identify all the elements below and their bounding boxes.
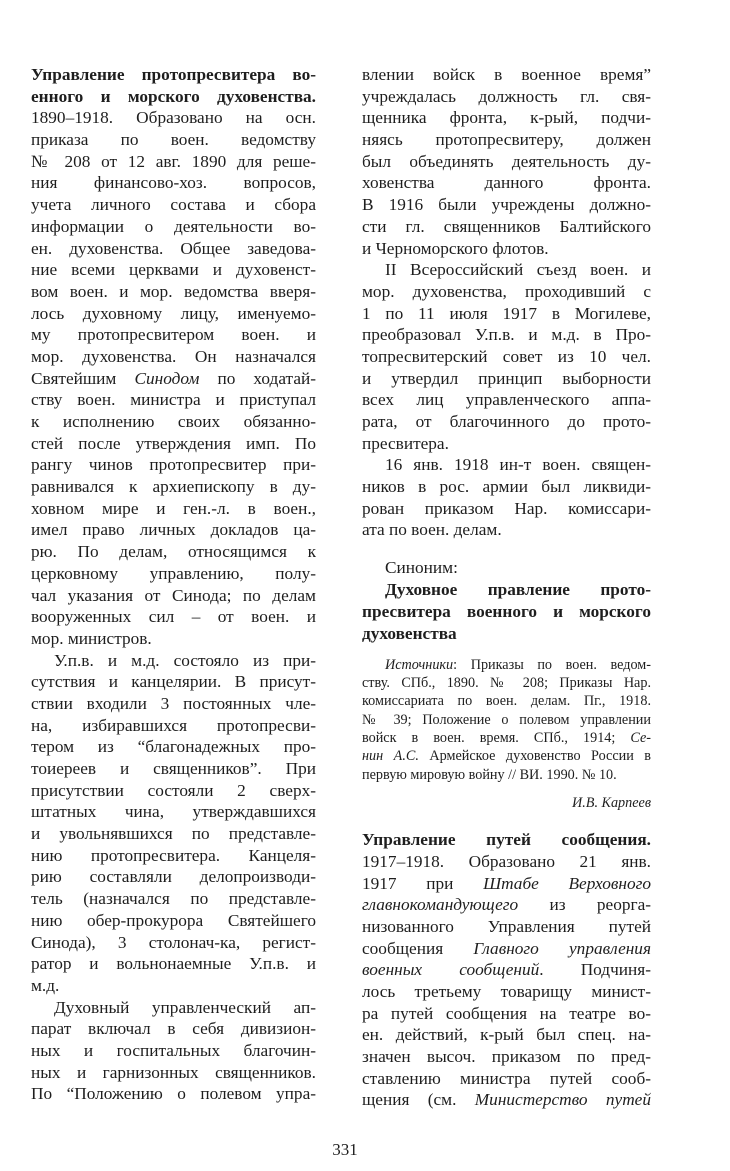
- text-line: [31, 932, 316, 954]
- text-line: [31, 411, 316, 433]
- text-line: [362, 64, 651, 86]
- text: № 39; Положение о полевом управлении: [362, 711, 651, 728]
- text: ствии входили 3 постоянных чле-: [31, 693, 316, 713]
- text: преобразовал У.п.в. и м.д. в Про-: [362, 325, 651, 345]
- right-column: [362, 64, 651, 1111]
- text: 1917–1918. Образовано 21 янв.: [362, 851, 651, 871]
- entry-transport-administration: [362, 829, 651, 1111]
- text-line: [362, 368, 651, 390]
- text: сутствия и канцелярии. В присут-: [31, 672, 316, 692]
- page-number: 331: [332, 1140, 358, 1159]
- text: рата, от благочинного до прото-: [362, 412, 651, 431]
- text-line: [362, 107, 651, 129]
- text-line: [31, 389, 316, 411]
- text-line: [31, 281, 316, 303]
- text: Духовный управленческий ап-: [54, 997, 316, 1017]
- text: из реорга-: [518, 895, 651, 915]
- text-line: [31, 888, 316, 910]
- text-line: [31, 606, 316, 628]
- text-line: [31, 238, 316, 260]
- text-line: [31, 216, 316, 238]
- text: ховенства данного фронта.: [362, 173, 651, 193]
- text-line: [31, 1040, 316, 1062]
- text: чал указания от Синода; по делам: [31, 585, 316, 605]
- bold-text: Управление протопресвитера во-: [31, 65, 316, 84]
- text: лось третьему товарищу минист-: [362, 982, 651, 1001]
- text-line: [362, 476, 651, 498]
- text: и утвердил принцип выборности: [362, 368, 651, 388]
- text: учреждалась должность гл. свя-: [362, 86, 651, 106]
- text: ников в рос. армии был ликвиди-: [362, 477, 651, 497]
- text: нию протопресвитера. Канцеля-: [31, 845, 316, 865]
- text: тель (назначался по представле-: [31, 889, 316, 909]
- text: мор. духовенства. Он назначался: [31, 346, 316, 366]
- text: по ходатай-: [199, 368, 316, 388]
- text: учета личного состава и сбора: [31, 195, 316, 215]
- text-line: [31, 1018, 316, 1040]
- text-line: [362, 981, 651, 1003]
- text: ству воен. министра и приступал: [31, 390, 316, 410]
- text-line: [362, 259, 651, 281]
- text-line: [31, 736, 316, 758]
- text-line: [362, 389, 651, 411]
- text: ству. СПб., 1890. № 208; Приказы Нар.: [362, 675, 651, 692]
- paragraph: [31, 64, 316, 650]
- text: вом воен. и мор. ведомства вверя-: [31, 281, 316, 301]
- text: присутствии состояли 2 сверх-: [31, 780, 316, 800]
- text: 16 янв. 1918 ин-т воен. священ-: [385, 455, 651, 475]
- text: м.д.: [31, 975, 60, 995]
- text: ен. духовенства. Общее заведова-: [31, 238, 316, 258]
- paragraph: [362, 64, 651, 259]
- text-line: [362, 519, 651, 541]
- text-line: [362, 873, 651, 895]
- text-line: [362, 454, 651, 476]
- text: значен высоч. приказом по пред-: [362, 1047, 651, 1067]
- text-line: [31, 498, 316, 520]
- text: Синода), 3 столонач-ка, регист-: [31, 932, 316, 952]
- text: вооруженных сил – от воен. и: [31, 607, 316, 627]
- text: 1917 при: [362, 873, 484, 893]
- text-line: [31, 368, 316, 390]
- text-line: [31, 953, 316, 975]
- text: ра путей сообщения на театре во-: [362, 1003, 651, 1023]
- text-line: [362, 916, 651, 938]
- text-line: [362, 194, 651, 216]
- text-line: [31, 433, 316, 455]
- text: был объединять деятельность ду-: [362, 151, 651, 171]
- sources-block: [362, 656, 651, 784]
- text-line: [31, 715, 316, 737]
- paragraph: [362, 454, 651, 541]
- synonym-label-text: Синоним:: [385, 558, 458, 578]
- text-line: [31, 845, 316, 867]
- synonym-label: [362, 557, 651, 579]
- text-line: [31, 476, 316, 498]
- left-column: [31, 64, 316, 1105]
- text: войск в воен. время. СПб., 1914;: [362, 730, 631, 746]
- text: Святейшим: [31, 368, 135, 388]
- text-line: [362, 692, 651, 710]
- text-line: [362, 151, 651, 173]
- text-line: [362, 172, 651, 194]
- text: пресвитера.: [362, 433, 449, 453]
- text-line: [362, 894, 651, 916]
- text: церковному управлению, полу-: [31, 563, 316, 583]
- text: По “Положению о полевом упра-: [31, 1084, 316, 1104]
- text-line: [362, 1068, 651, 1090]
- synonym-term: [362, 579, 651, 645]
- text-line: [31, 86, 316, 108]
- text: У.п.в. и м.д. состояло из при-: [54, 650, 316, 670]
- text: ние всеми церквами и духовенст-: [31, 260, 316, 280]
- text-line: [362, 674, 651, 692]
- text: рангу чинов протопресвитер при-: [31, 455, 316, 475]
- text: приказа по воен. ведомству: [31, 130, 316, 150]
- text-line: [362, 498, 651, 520]
- text: мор. министров.: [31, 628, 152, 648]
- text: имел право личных докладов ца-: [31, 520, 316, 540]
- text-line: [362, 601, 651, 623]
- text-line: [31, 563, 316, 585]
- text-line: [362, 1024, 651, 1046]
- text-line: [31, 194, 316, 216]
- text-line: [362, 959, 651, 981]
- text: штатных чина, утверждавшихся: [31, 802, 316, 822]
- right-paragraphs: [362, 64, 651, 541]
- text-line: [31, 107, 316, 129]
- text: стей после утверждения имп. По: [31, 433, 316, 453]
- bold-text: Духовное правление прото-: [385, 579, 651, 599]
- text: мор. духовенства, проходивший с: [362, 281, 651, 301]
- text-line: [362, 851, 651, 873]
- text: и увольнявшихся по представле-: [31, 824, 316, 844]
- text: 1890–1918. Образовано на осн.: [31, 108, 316, 128]
- text-line: [31, 1083, 316, 1105]
- italic-text: Синодом: [134, 368, 200, 388]
- text: нию обер-прокурора Святейшего: [31, 910, 316, 930]
- text-line: [362, 711, 651, 729]
- paragraph: [362, 259, 651, 454]
- text-line: [31, 780, 316, 802]
- italic-text: Се-: [630, 730, 651, 746]
- text: щенника фронта, к-рый, подчи-: [362, 108, 651, 128]
- text-line: [362, 324, 651, 346]
- text: топресвитерский совет из 10 чел.: [362, 346, 651, 366]
- text-line: [31, 324, 316, 346]
- italic-text: Главного управления: [473, 938, 651, 958]
- text: Армейское духовенство России в: [418, 748, 651, 765]
- text-line: [362, 346, 651, 368]
- text: ховном мире и ген.-л. в воен.,: [31, 498, 316, 518]
- text-line: [362, 623, 651, 645]
- text-line: [31, 628, 316, 650]
- text: . Подчиня-: [539, 960, 651, 980]
- paragraph: [31, 650, 316, 997]
- text: ратор и вольнонаемные У.п.в. и: [31, 954, 316, 974]
- text: влении войск в военное время”: [362, 65, 651, 84]
- text: сообщения: [362, 938, 474, 958]
- text-line: [31, 172, 316, 194]
- text-line: [362, 238, 651, 260]
- text-line: [31, 64, 316, 86]
- text-line: [362, 1089, 651, 1111]
- text-line: [362, 747, 651, 765]
- text-line: [31, 866, 316, 888]
- text-line: [362, 129, 651, 151]
- text: щения (см.: [362, 1090, 475, 1110]
- author-signature: И.В. Карпеев: [571, 794, 651, 811]
- text: парат включал в себя дивизион-: [31, 1019, 316, 1039]
- text-line: [31, 346, 316, 368]
- text: ния финансово-хоз. вопросов,: [31, 173, 316, 193]
- text-line: [31, 650, 316, 672]
- italic-text: нин А.С.: [362, 748, 419, 765]
- bold-text: Управление путей сообщения.: [362, 830, 651, 850]
- text: всех лиц управленческого аппа-: [362, 390, 651, 410]
- text-line: [362, 433, 651, 455]
- text: тоиереев и священников”. При: [31, 759, 316, 778]
- text-line: [31, 801, 316, 823]
- text: и Черноморского флотов.: [362, 238, 549, 258]
- text-line: [362, 829, 651, 851]
- italic-text: Штабе Верховного: [483, 873, 651, 893]
- text-line: [31, 259, 316, 281]
- italic-text: главнокомандующего: [362, 895, 519, 915]
- text: сти гл. священников Балтийского: [362, 216, 651, 236]
- text: ных и госпитальных благочин-: [31, 1040, 316, 1060]
- text-line: [362, 729, 651, 747]
- text-line: [362, 1003, 651, 1025]
- bold-text: пресвитера военного и морского: [362, 601, 651, 621]
- text-line: [362, 656, 651, 674]
- text: на, избиравшихся протопресви-: [31, 715, 316, 735]
- text-line: [31, 693, 316, 715]
- text: тером из “благонадежных про-: [31, 737, 316, 757]
- text: ставлению министра путей сооб-: [362, 1068, 651, 1088]
- text: рован приказом Нар. комиссари-: [362, 498, 651, 518]
- text-line: [31, 1062, 316, 1084]
- text-line: [31, 671, 316, 693]
- text: лось духовному лицу, именуемо-: [31, 303, 316, 323]
- text-line: [31, 910, 316, 932]
- text: к исполнению своих обязанно-: [31, 412, 316, 431]
- italic-text: военных сообщений: [362, 960, 540, 980]
- text: II Всероссийский съезд воен. и: [385, 260, 651, 280]
- text: 1 по 11 июля 1917 в Могилеве,: [362, 303, 651, 323]
- text-line: [31, 997, 316, 1019]
- text-line: [31, 758, 316, 780]
- text: рю. По делам, относящимся к: [31, 542, 316, 562]
- paragraph: [31, 997, 316, 1105]
- text: № 208 от 12 авг. 1890 для реше-: [31, 151, 316, 171]
- text: ен. действий, к-рый был спец. на-: [362, 1025, 651, 1045]
- text-line: [362, 281, 651, 303]
- bold-text: енного и морского духовенства.: [31, 86, 316, 106]
- text-line: [362, 216, 651, 238]
- text-line: [31, 303, 316, 325]
- text-line: [362, 86, 651, 108]
- text: му протопресвитером воен. и: [31, 325, 316, 345]
- text-line: [31, 975, 316, 997]
- text-line: [362, 766, 651, 784]
- text-line: [362, 938, 651, 960]
- text-line: [31, 541, 316, 563]
- text-line: [362, 1046, 651, 1068]
- text: ата по воен. делам.: [362, 520, 502, 540]
- italic-text: Источники: [385, 656, 454, 673]
- text: В 1916 были учреждены должно-: [362, 195, 651, 215]
- text: первую мировую войну // ВИ. 1990. № 10.: [362, 766, 617, 783]
- text-line: [31, 823, 316, 845]
- text-line: [31, 129, 316, 151]
- text: ных и гарнизонных священников.: [31, 1062, 316, 1082]
- italic-text: Министерство путей: [474, 1090, 651, 1110]
- text: комиссариата по воен. делам. Пг., 1918.: [362, 693, 651, 710]
- text-line: [362, 411, 651, 433]
- text-line: [31, 151, 316, 173]
- text: няясь протопресвитеру, должен: [362, 130, 651, 150]
- text-line: [362, 303, 651, 325]
- text: : Приказы по воен. ведом-: [453, 656, 651, 673]
- text: информации о деятельности во-: [31, 216, 316, 236]
- bold-text: духовенства: [362, 623, 457, 643]
- text: низованного Управления путей: [362, 916, 651, 936]
- text-line: [362, 579, 651, 601]
- text-line: [31, 585, 316, 607]
- text: рию составляли делопроизводи-: [31, 867, 316, 887]
- text-line: [31, 519, 316, 541]
- text: равнивался к архиепископу в ду-: [31, 477, 316, 497]
- text-line: [31, 454, 316, 476]
